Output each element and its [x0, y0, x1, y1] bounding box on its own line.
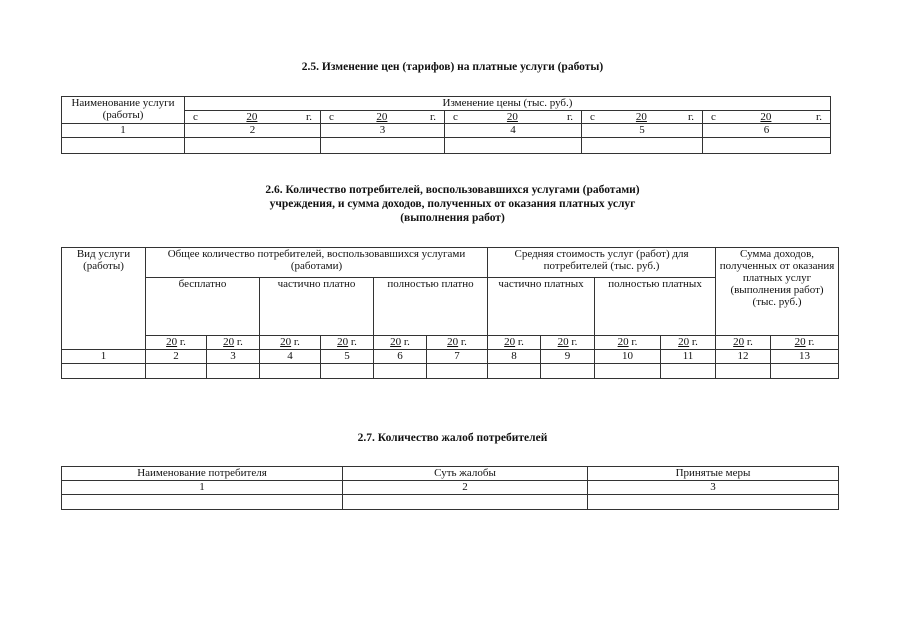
col-header-service-type: Вид услуги (работы) [62, 248, 146, 350]
empty-cell[interactable] [62, 495, 343, 510]
col-number: 10 [595, 350, 661, 364]
empty-cell[interactable] [703, 138, 831, 154]
sub-header-fully-paid-cost: полностью платных [595, 278, 716, 336]
date-cell-6: с 20 г. [703, 111, 831, 124]
col-number: 13 [771, 350, 839, 364]
section-2-5-title: 2.5. Изменение цен (тарифов) на платные услуги (работы) [301, 61, 604, 73]
col-number: 6 [703, 124, 831, 138]
col-header-measures-taken: Принятые меры [588, 467, 839, 481]
date-cell-2: с 20 г. [185, 111, 321, 124]
empty-cell[interactable] [445, 138, 582, 154]
empty-cell[interactable] [541, 364, 595, 379]
col-number: 1 [62, 481, 343, 495]
col-number: 1 [62, 124, 185, 138]
empty-cell[interactable] [62, 138, 185, 154]
complaints-table [61, 466, 839, 510]
date-cell-5: с 20 г. [582, 111, 703, 124]
section-2-6-title-line2: учреждения, и сумма доходов, полученных от оказания платных услуг [269, 198, 636, 210]
year-cell: 20 г. [427, 336, 488, 350]
sub-header-partial-paid: частично платно [260, 278, 374, 336]
empty-cell[interactable] [427, 364, 488, 379]
col-header-consumer-name: Наименование потребителя [62, 467, 343, 481]
empty-cell[interactable] [771, 364, 839, 379]
empty-cell[interactable] [321, 364, 374, 379]
col-number: 9 [541, 350, 595, 364]
col-number: 1 [62, 350, 146, 364]
col-number: 12 [716, 350, 771, 364]
col-number: 4 [445, 124, 582, 138]
section-2-6-title [0, 183, 905, 225]
col-header-price-change: Изменение цены (тыс. руб.) [185, 97, 831, 111]
col-number: 3 [321, 124, 445, 138]
col-number: 2 [146, 350, 207, 364]
col-number: 2 [343, 481, 588, 495]
empty-cell[interactable] [260, 364, 321, 379]
section-2-6-title-line3: (выполнения работ) [400, 212, 505, 224]
year-cell: 20 г. [661, 336, 716, 350]
date-cell-4: с 20 г. [445, 111, 582, 124]
empty-cell[interactable] [582, 138, 703, 154]
year-cell: 20 г. [716, 336, 771, 350]
empty-data-row [62, 364, 839, 379]
column-number-row [62, 124, 831, 138]
empty-data-row [62, 495, 839, 510]
section-2-7-title: 2.7. Количество жалоб потребителей [357, 432, 548, 444]
col-number: 5 [582, 124, 703, 138]
empty-cell[interactable] [716, 364, 771, 379]
empty-cell[interactable] [321, 138, 445, 154]
consumers-income-table [61, 247, 839, 379]
year-cell: 20 г. [321, 336, 374, 350]
col-number: 4 [260, 350, 321, 364]
col-number: 2 [185, 124, 321, 138]
col-number: 11 [661, 350, 716, 364]
col-number: 3 [588, 481, 839, 495]
year-cell: 20 г. [374, 336, 427, 350]
col-header-avg-cost: Средняя стоимость услуг (работ) для потребителей (тыс. руб.) [488, 248, 716, 278]
year-cell: 20 г. [260, 336, 321, 350]
empty-cell[interactable] [595, 364, 661, 379]
col-number: 6 [374, 350, 427, 364]
col-number: 3 [207, 350, 260, 364]
col-header-complaint-essence: Суть жалобы [343, 467, 588, 481]
empty-cell[interactable] [588, 495, 839, 510]
col-number: 7 [427, 350, 488, 364]
year-row [62, 336, 839, 350]
year-cell: 20 г. [488, 336, 541, 350]
col-header-service-name: Наименование услуги (работы) [62, 97, 185, 124]
price-change-table [61, 96, 831, 154]
empty-cell[interactable] [488, 364, 541, 379]
col-header-income-sum: Сумма доходов, полученных от оказания платных услуг (выполнения работ) (тыс. руб.) [716, 248, 839, 336]
year-cell: 20 г. [207, 336, 260, 350]
empty-cell[interactable] [207, 364, 260, 379]
empty-cell[interactable] [343, 495, 588, 510]
column-number-row [62, 350, 839, 364]
col-number: 8 [488, 350, 541, 364]
empty-cell[interactable] [62, 364, 146, 379]
sub-header-partial-paid-cost: частично платных [488, 278, 595, 336]
col-number: 5 [321, 350, 374, 364]
empty-cell[interactable] [146, 364, 207, 379]
empty-cell[interactable] [661, 364, 716, 379]
year-cell: 20 г. [146, 336, 207, 350]
year-cell: 20 г. [541, 336, 595, 350]
year-cell: 20 г. [771, 336, 839, 350]
col-header-consumers-total: Общее количество потребителей, воспользовавшихся услугами (работами) [146, 248, 488, 278]
sub-header-fully-paid: полностью платно [374, 278, 488, 336]
empty-cell[interactable] [374, 364, 427, 379]
year-cell: 20 г. [595, 336, 661, 350]
empty-data-row [62, 138, 831, 154]
sub-header-free: бесплатно [146, 278, 260, 336]
empty-cell[interactable] [185, 138, 321, 154]
section-2-6-title-line1: 2.6. Количество потребителей, воспользовавшихся услугами (работами) [265, 184, 640, 196]
date-cell-3: с 20 г. [321, 111, 445, 124]
column-number-row [62, 481, 839, 495]
